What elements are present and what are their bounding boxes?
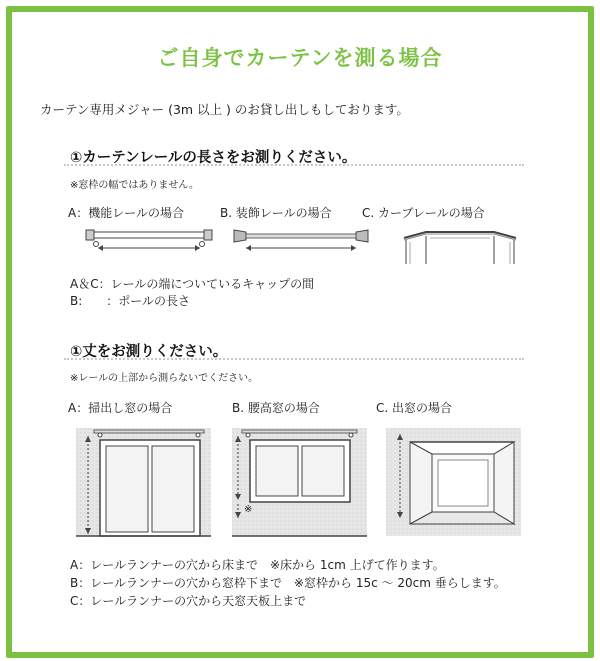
intro-text: カーテン専用メジャー (3m 以上 ) のお貸し出しもしております。: [40, 102, 409, 117]
rail-label-b: B. 装飾レールの場合: [220, 206, 332, 220]
floor-window-illustration: [76, 428, 211, 538]
section1-note: ※窓枠の幅ではありません。: [70, 180, 199, 191]
section2-line-b: B：レールランナーの穴から窓枠下まで ※窓枠から 15c ～ 20cm 垂らします。: [70, 576, 506, 590]
section1-line-a: A＆C：レールの端についているキャップの間: [70, 277, 315, 291]
rail-label-c: C. カーブレールの場合: [362, 206, 485, 220]
page-title: ご自身でカーテンを測る場合: [157, 46, 443, 70]
curve-rail-illustration: [402, 228, 518, 264]
section2-line-a: A：レールランナーの穴から床まで ※床から 1cm 上げて作ります。: [70, 558, 445, 572]
section1-heading: ①カーテンレールの長さをお測りください。: [70, 150, 357, 166]
section2-heading: ①丈をお測りください。: [70, 344, 228, 360]
window-label-b: B. 腰高窓の場合: [232, 401, 320, 415]
waist-window-asterisk: ※: [244, 504, 253, 515]
functional-rail-illustration: [86, 226, 216, 256]
waist-window-illustration: [232, 428, 367, 538]
section2-note: ※レールの上部から測らないでください。: [70, 373, 259, 384]
window-label-c: C. 出窓の場合: [376, 401, 453, 415]
window-label-a: A：掃出し窓の場合: [68, 401, 173, 415]
bay-window-illustration: [386, 428, 521, 538]
section2-line-c: C：レールランナーの穴から天窓天板上まで: [70, 594, 307, 608]
section1-line-b: B: ：ポールの長さ: [70, 294, 191, 308]
decorative-rail-illustration: [232, 226, 372, 256]
section2-divider: [64, 358, 524, 360]
rail-label-a: A：機能レールの場合: [68, 206, 184, 220]
section1-divider: [64, 164, 524, 166]
